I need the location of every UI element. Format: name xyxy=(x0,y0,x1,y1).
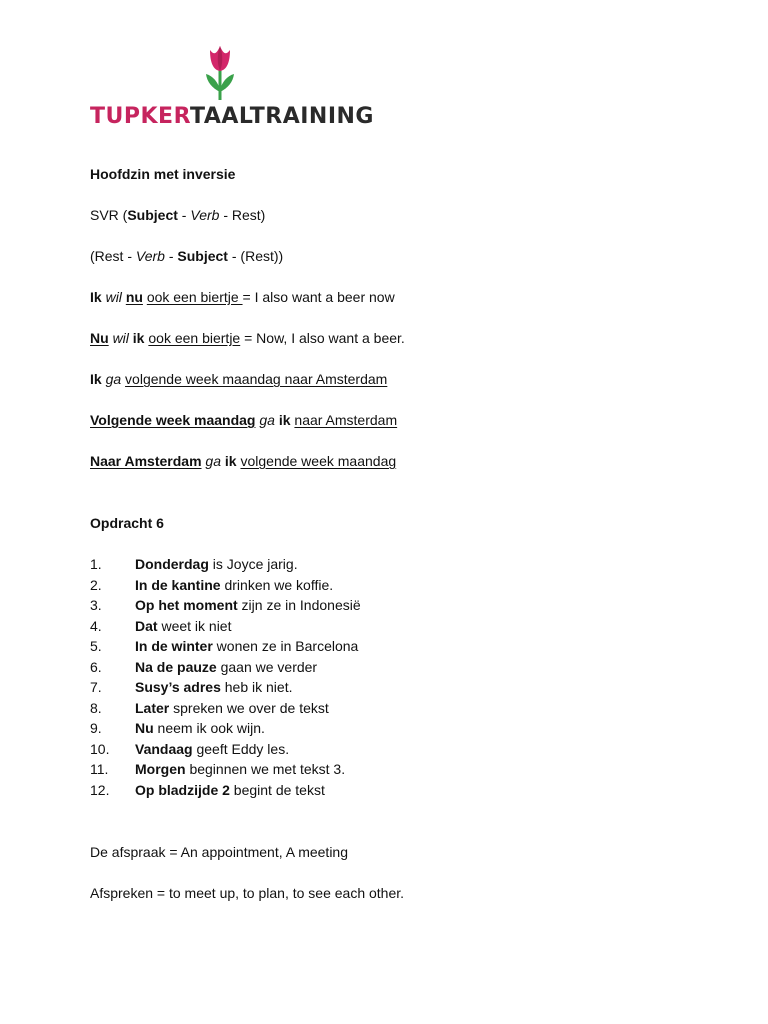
vocab-afspreken: Afspreken = to meet up, to plan, to see each other. xyxy=(90,885,405,901)
tulip-icon xyxy=(202,44,238,102)
exercise-title: Opdracht 6 xyxy=(90,515,164,531)
svr-line: SVR (Subject - Verb - Rest) xyxy=(90,207,266,223)
example-sentence-3: Ik ga volgende week maandag naar Amsterdam xyxy=(90,371,388,387)
logo-wordmark: TUPKERTAALTRAINING xyxy=(90,104,374,129)
example-sentence-4: Volgende week maandag ga ik naar Amsterdam xyxy=(90,412,398,428)
rest-verb-subject-line: (Rest - Verb - Subject - (Rest)) xyxy=(90,248,284,264)
example-sentence-5: Naar Amsterdam ga ik volgende week maandag xyxy=(90,453,397,469)
brand-logo xyxy=(90,44,374,134)
example-sentence-1: Ik wil nu ook een biertje = I also want a beer now xyxy=(90,289,395,305)
section-heading: Hoofdzin met inversie xyxy=(90,166,236,182)
vocab-afspraak: De afspraak = An appointment, A meeting xyxy=(90,844,349,860)
example-sentence-2: Nu wil ik ook een biertje = Now, I also want a beer. xyxy=(90,330,405,346)
